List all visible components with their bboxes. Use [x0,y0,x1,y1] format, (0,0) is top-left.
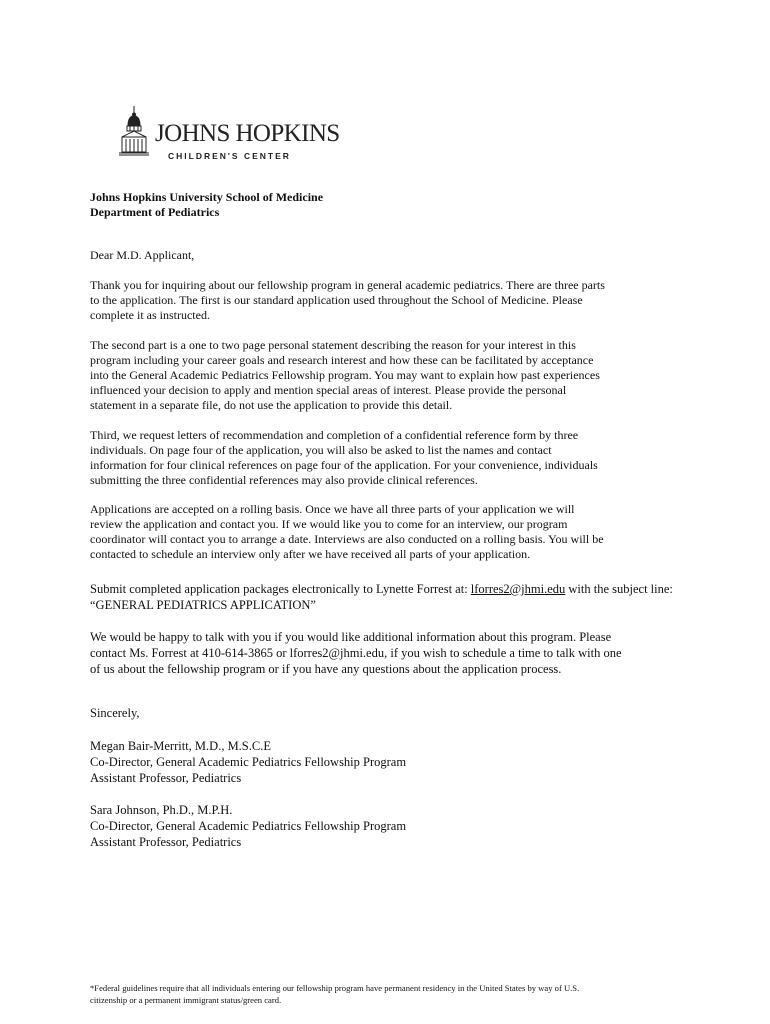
paragraph-personal-statement [90,338,690,413]
closing-text: Sincerely, [90,706,140,720]
institution-name: Johns Hopkins University School of Medicine [90,190,324,204]
paragraph-rolling-basis [90,502,690,562]
paragraph-contact [90,629,690,677]
paragraph-line: into the General Academic Pediatrics Fellowship program. You may want to explain how past experiences [90,368,600,382]
footnote-line: *Federal guidelines require that all individuals entering our fellowship program have permanent residency in the United States by way of U.S. [90,983,580,993]
paragraph-submission [90,581,690,613]
paragraph-line: coordinator will contact you to arrange a date. Interviews are also conducted on a rolling basis. You will be [90,532,604,546]
signer-position: Assistant Professor, Pediatrics [90,835,242,849]
subject-line: “GENERAL PEDIATRICS APPLICATION” [90,598,316,612]
paragraph-line: review the application and contact you. If we would like you to come for an interview, our program [90,517,568,531]
paragraph-line: influenced your decision to apply and mention special areas of interest. Please provide the personal [90,383,567,397]
submission-line [90,581,690,597]
footnote [90,982,710,1006]
johns-hopkins-childrens-center-logo [118,104,340,166]
logo-wordmark: JOHNS HOPKINS [155,120,340,147]
paragraph-line: to the application. The first is our standard application used throughout the School of Medicine. Please [90,293,583,307]
signature-block [90,738,690,786]
signer-position: Assistant Professor, Pediatrics [90,771,242,785]
submission-text-before: Submit completed application packages electronically to Lynette Forrest at: [90,582,471,596]
email-link[interactable]: lforres2@jhmi.edu [470,582,566,596]
greeting [90,248,690,263]
paragraph-line: program including your career goals and research interest and how these can be facilitated by acceptance [90,353,594,367]
paragraph-line: contact Ms. Forrest at 410-614-3865 or lforres2@jhmi.edu, if you wish to schedule a time to talk with one [90,646,622,660]
institution-header [90,190,690,220]
paragraph-line: Thank you for inquiring about our fellowship program in general academic pediatrics. There are three parts [90,278,605,292]
signer-name: Sara Johnson, Ph.D., M.P.H. [90,803,233,817]
footnote-line: citizenship or a permanent immigrant status/green card. [90,995,282,1005]
paragraph-references [90,428,690,488]
signer-title: Co-Director, General Academic Pediatrics Fellowship Program [90,755,407,769]
paragraph-line: information for four clinical references on page four of the application. For your convenience, individuals [90,458,598,472]
logo-tagline: CHILDREN'S CENTER [168,151,291,161]
paragraph-line: Applications are accepted on a rolling basis. Once we have all three parts of your application we will [90,502,575,516]
paragraph-line: contacted to schedule an interview only after we have received all parts of your application. [90,547,531,561]
paragraph-line: submitting the three confidential references may also provide clinical references. [90,473,478,487]
paragraph-line: Third, we request letters of recommendation and completion of a confidential reference form by three [90,428,579,442]
signer-title: Co-Director, General Academic Pediatrics Fellowship Program [90,819,407,833]
paragraph-line: individuals. On page four of the application, you will also be asked to list the names and contact [90,443,552,457]
closing [90,705,690,720]
paragraph-line: of us about the fellowship program or if you have any questions about the application process. [90,662,562,676]
department-name: Department of Pediatrics [90,205,220,219]
paragraph-line: statement in a separate file, do not use the application to provide this detail. [90,398,453,412]
greeting-text: Dear M.D. Applicant, [90,248,195,262]
paragraph-line: We would be happy to talk with you if you would like additional information about this program. Please [90,630,612,644]
paragraph-intro [90,278,690,323]
submission-text-after: with the subject line: [565,582,673,596]
signer-name: Megan Bair-Merritt, M.D., M.S.C.E [90,739,271,753]
paragraph-line: The second part is a one to two page personal statement describing the reason for your interest in this [90,338,576,352]
dome-building-icon [118,104,150,160]
paragraph-line: complete it as instructed. [90,308,210,322]
signature-block [90,802,690,850]
